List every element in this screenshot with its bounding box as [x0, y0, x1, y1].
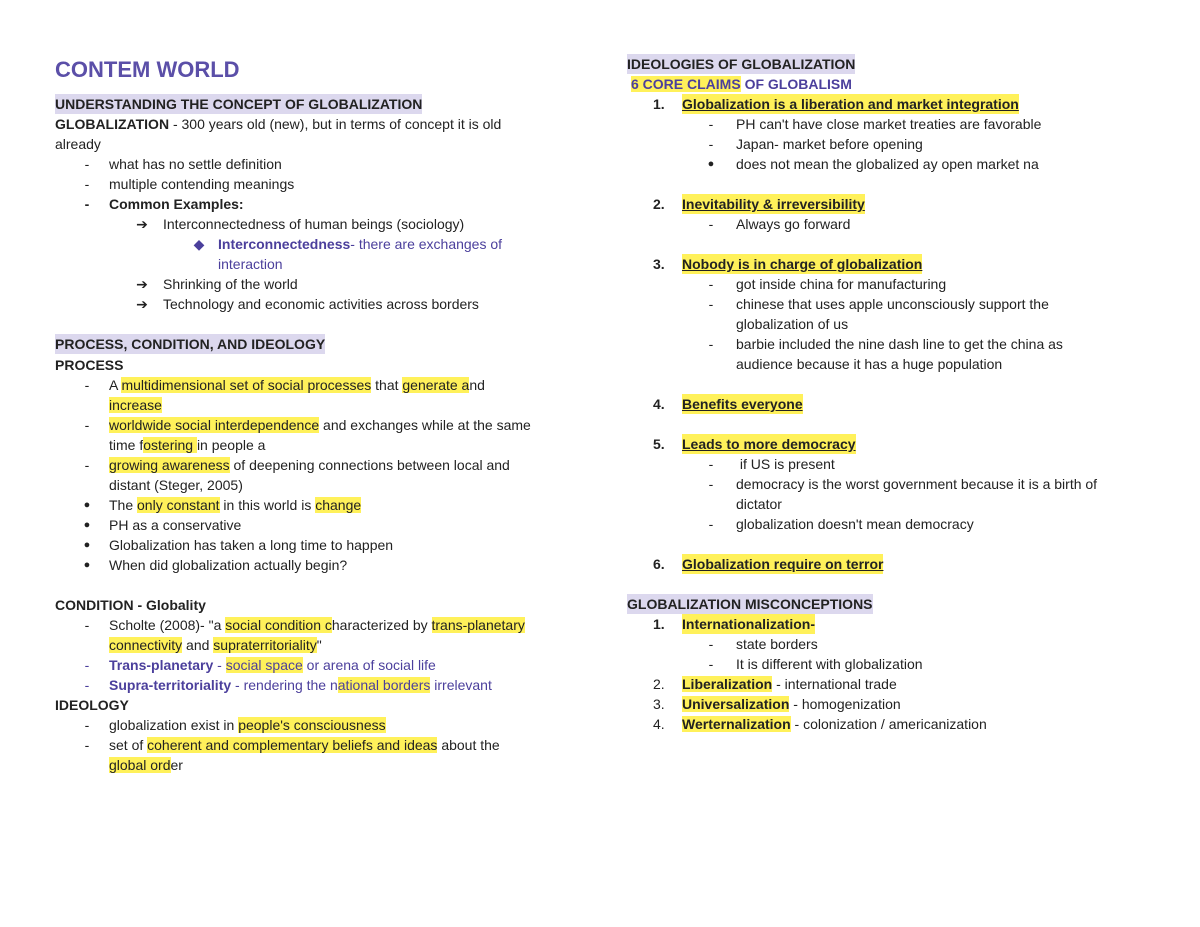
dash-bullet: - — [708, 276, 714, 292]
highlight: coherent and complementary beliefs and ideas — [147, 737, 438, 753]
dash-bullet: - — [708, 216, 714, 232]
claim-number: 5. — [653, 436, 665, 452]
dash-bullet: - — [84, 677, 90, 693]
dash-bullet: - — [84, 196, 90, 212]
list-item-text: PH can't have close market treaties are favorable — [736, 116, 1042, 132]
list-item-continuation: distant (Steger, 2005) — [109, 477, 243, 493]
text-run: of deepening connections between local and — [229, 457, 510, 473]
list-item-text: - there are exchanges of — [350, 236, 503, 252]
highlight: social condition c — [225, 617, 332, 633]
dot-bullet: ● — [83, 539, 91, 551]
list-item-text: globalization doesn't mean democracy — [736, 516, 974, 532]
dash-bullet: - — [84, 617, 90, 633]
interconnectedness-term: Interconnectedness — [218, 236, 351, 252]
claim-title: Inevitability & irreversibility — [682, 196, 865, 212]
list-item-text: if US is present — [736, 456, 835, 472]
list-item-text: got inside china for manufacturing — [736, 276, 947, 292]
dash-bullet: - — [708, 476, 714, 492]
highlight: social space — [225, 657, 303, 673]
section-heading-misconceptions: GLOBALIZATION MISCONCEPTIONS — [627, 596, 873, 612]
dash-bullet: - — [84, 377, 90, 393]
list-item-text: does not mean the globalized ay open market na — [736, 156, 1039, 172]
diamond-icon: ◆ — [193, 236, 205, 252]
list-item-text: Japan- market before opening — [736, 136, 923, 152]
list-item-text: chinese that uses apple unconsciously support the — [736, 296, 1049, 312]
globalization-term: GLOBALIZATION — [55, 116, 170, 132]
claim-number: 1. — [653, 96, 665, 112]
text-run: OF GLOBALISM — [740, 76, 852, 92]
arrow-icon: ➔ — [136, 276, 148, 292]
highlight: growing awareness — [109, 457, 230, 473]
text-run: nd — [469, 377, 485, 393]
dash-bullet: - — [84, 737, 90, 753]
common-examples-label: Common Examples: — [109, 196, 244, 212]
dot-bullet: ● — [83, 499, 91, 511]
dash-bullet: - — [84, 176, 90, 192]
misconception-title: Universalization — [682, 696, 790, 712]
dot-bullet: ● — [83, 519, 91, 531]
subheading-ideology: IDEOLOGY — [55, 697, 129, 713]
text-run: or arena of social life — [302, 657, 436, 673]
subheading-process: PROCESS — [55, 357, 124, 373]
claim-number: 4. — [653, 396, 665, 412]
dash-bullet: - — [84, 457, 90, 473]
text-run: haracterized by — [331, 617, 432, 633]
highlight: connectivity — [109, 637, 183, 653]
item-number: 4. — [653, 716, 665, 732]
claim-title: Globalization is a liberation and market integration — [682, 96, 1019, 112]
text-run: - rendering the n — [231, 677, 338, 693]
list-item-text: barbie included the nine dash line to get the china as — [736, 336, 1063, 352]
arrow-icon: ➔ — [136, 216, 148, 232]
page-title: CONTEM WORLD — [55, 57, 240, 82]
list-item-continuation: globalization of us — [736, 316, 849, 332]
list-item-text: Technology and economic activities across borders — [163, 296, 479, 312]
highlight: supraterritoriality — [213, 637, 317, 653]
claim-number: 6. — [653, 556, 665, 572]
highlight: increase — [109, 397, 162, 413]
list-item-text: It is different with globalization — [736, 656, 923, 672]
highlight: ostering — [143, 437, 197, 453]
text-run: A — [109, 377, 122, 393]
list-item-text: Globalization has taken a long time to happen — [109, 537, 394, 553]
definition-continuation: already — [55, 136, 101, 152]
dash-bullet: - — [84, 657, 90, 673]
dash-bullet: - — [708, 116, 714, 132]
dash-bullet: - — [84, 417, 90, 433]
section-heading-process-condition-ideology: PROCESS, CONDITION, AND IDEOLOGY — [55, 336, 326, 352]
text-run: Scholte (2008)- "a — [109, 617, 226, 633]
text-run: - colonization / americanization — [790, 716, 987, 732]
highlight: multidimensional set of social processes — [121, 377, 372, 393]
claim-number: 2. — [653, 196, 665, 212]
text-run: - international trade — [772, 676, 897, 692]
list-item-continuation — [109, 635, 322, 655]
term: Trans-planetary — [109, 657, 214, 673]
highlight: worldwide social interdependence — [109, 417, 320, 433]
claim-title: Benefits everyone — [682, 396, 803, 412]
text-run: " — [316, 637, 322, 653]
highlight: 6 CORE CLAIMS — [631, 76, 741, 92]
dash-bullet: - — [708, 456, 714, 472]
claim-number: 3. — [653, 256, 665, 272]
dash-bullet: - — [708, 636, 714, 652]
text-run: about the — [437, 737, 500, 753]
dash-bullet: - — [84, 156, 90, 172]
text-run: globalization exist in — [109, 717, 239, 733]
text-run: that — [371, 377, 403, 393]
item-number: 3. — [653, 696, 665, 712]
text-run: - — [213, 657, 226, 673]
list-item-text: state borders — [736, 636, 818, 652]
text-run: and exchanges while at the same — [319, 417, 531, 433]
highlight: change — [315, 497, 362, 513]
text-run: time f — [109, 437, 144, 453]
text-run: irrelevant — [430, 677, 492, 693]
list-item-continuation — [109, 395, 162, 415]
dot-bullet: ● — [83, 559, 91, 571]
list-item-text: Interconnectedness of human beings (sociology) — [163, 216, 465, 232]
highlight: people's consciousness — [238, 717, 386, 733]
claim-title: Leads to more democracy — [682, 436, 856, 452]
subheading-condition: CONDITION - Globality — [55, 597, 206, 613]
dash-bullet: - — [84, 717, 90, 733]
dash-bullet: - — [708, 336, 714, 352]
section-heading-understanding: UNDERSTANDING THE CONCEPT OF GLOBALIZATION — [55, 96, 423, 112]
misconception-title: Liberalization — [682, 676, 773, 692]
dot-bullet: ● — [707, 158, 715, 170]
list-item-text: multiple contending meanings — [109, 176, 295, 192]
list-item-continuation — [109, 755, 183, 775]
claim-title: Nobody is in charge of globalization — [682, 256, 923, 272]
text-run: set of — [109, 737, 148, 753]
highlight: trans-planetary — [431, 617, 525, 633]
list-item-text: democracy is the worst government because it is a birth of — [736, 476, 1098, 492]
section-heading-ideologies: IDEOLOGIES OF GLOBALIZATION — [627, 56, 856, 72]
dash-bullet: - — [708, 656, 714, 672]
list-item-continuation: audience because it has a huge population — [736, 356, 1003, 372]
highlight: generate a — [402, 377, 470, 393]
text-run: and — [182, 637, 214, 653]
globalization-definition — [55, 114, 501, 134]
highlight: ational borders — [337, 677, 431, 693]
dash-bullet: - — [708, 516, 714, 532]
arrow-icon: ➔ — [136, 296, 148, 312]
definition-text: - 300 years old (new), but in terms of concept it is old — [169, 116, 502, 132]
highlight: global ord — [109, 757, 171, 773]
list-item-continuation: interaction — [218, 256, 283, 272]
list-item-continuation: dictator — [736, 496, 782, 512]
misconception-title: Werternalization — [682, 716, 791, 732]
text-run: in people a — [196, 437, 266, 453]
item-number: 2. — [653, 676, 665, 692]
list-item-text: Shrinking of the world — [163, 276, 298, 292]
misconception-title: Internationalization- — [682, 616, 815, 632]
list-item-text: When did globalization actually begin? — [109, 557, 348, 573]
term: Supra-territoriality — [109, 677, 232, 693]
text-run: er — [170, 757, 183, 773]
claim-title: Globalization require on terror — [682, 556, 884, 572]
list-item-text: PH as a conservative — [109, 517, 242, 533]
text-run: The — [109, 497, 138, 513]
list-item-text: Always go forward — [736, 216, 851, 232]
list-item-continuation — [109, 435, 265, 455]
text-run: in this world is — [219, 497, 316, 513]
item-number: 1. — [653, 616, 665, 632]
core-claims-heading — [631, 74, 852, 94]
dash-bullet: - — [708, 136, 714, 152]
highlight: only constant — [137, 497, 220, 513]
text-run: - homogenization — [789, 696, 901, 712]
dash-bullet: - — [708, 296, 714, 312]
list-item-text: what has no settle definition — [109, 156, 282, 172]
